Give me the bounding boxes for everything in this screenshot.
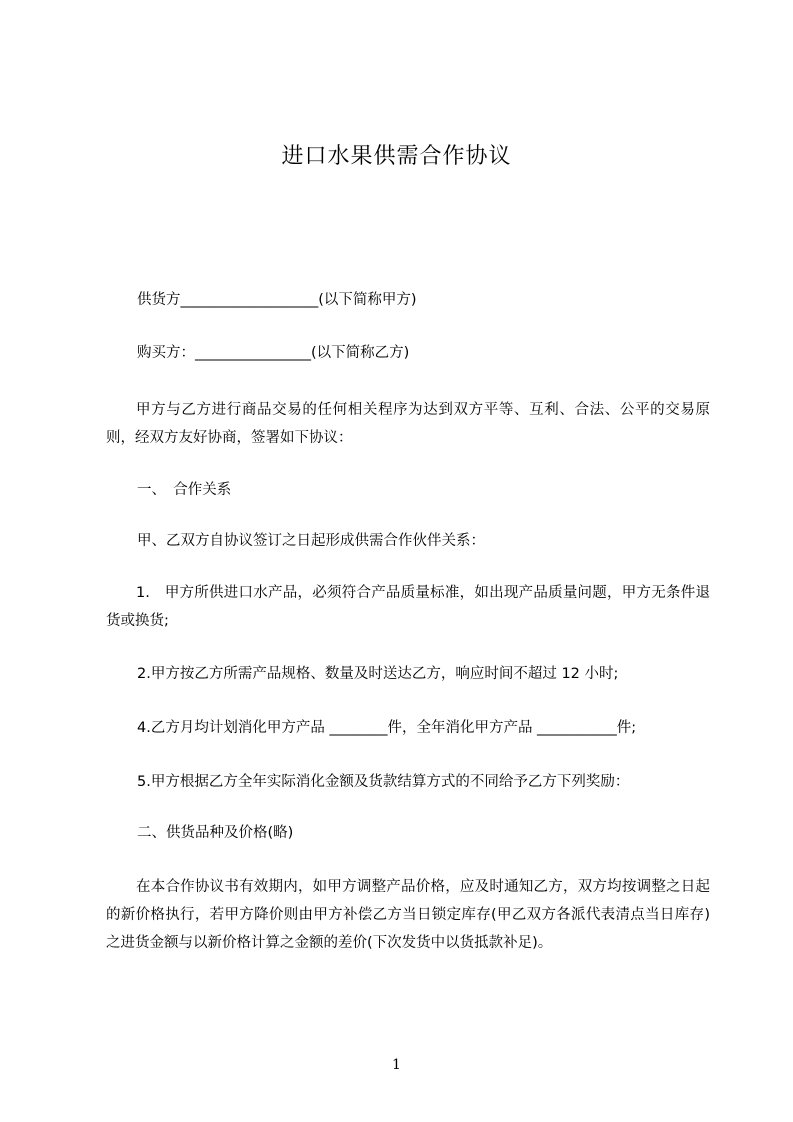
clause-4: 4.乙方月均计划消化甲方产品 ________件，全年消化甲方产品 ___________件;	[137, 720, 637, 736]
section1-intro: 甲、乙双方自协议签订之日起形成供需合作伙伴关系：	[137, 533, 485, 549]
clause-1: 1. 甲方所供进口水产品，必须符合产品质量标准，如出现产品质量问题，甲方无条件退货或换货;	[106, 585, 710, 629]
supplier-line: 供货方___________________(以下简称甲方)	[137, 292, 417, 308]
intro-paragraph: 甲方与乙方进行商品交易的任何相关程序为达到双方平等、互利、合法、公平的交易原则，经双方友好协商，签署如下协议：	[106, 402, 710, 446]
clause-2: 2.甲方按乙方所需产品规格、数量及时送达乙方，响应时间不超过 12 小时;	[137, 666, 619, 682]
buyer-line: 购买方：________________(以下简称乙方)	[137, 345, 410, 361]
clause-5: 5.甲方根据乙方全年实际消化金额及货款结算方式的不同给予乙方下列奖励：	[137, 774, 630, 790]
section1-heading: 一、 合作关系	[137, 482, 232, 498]
page-number: 1	[392, 1057, 401, 1073]
section2-heading: 二、供货品种及价格(略)	[137, 825, 294, 841]
section2-body: 在本合作协议书有效期内，如甲方调整产品价格，应及时通知乙方，双方均按调整之日起的新价格执行，若甲方降价则由甲方补偿乙方当日锁定库存(甲乙双方各派代表清点当日库存)之进货金额与以新价格计算之金额的差价(下次发货中以货抵款补足)。	[106, 879, 710, 951]
document-title: 进口水果供需合作协议	[281, 144, 512, 169]
